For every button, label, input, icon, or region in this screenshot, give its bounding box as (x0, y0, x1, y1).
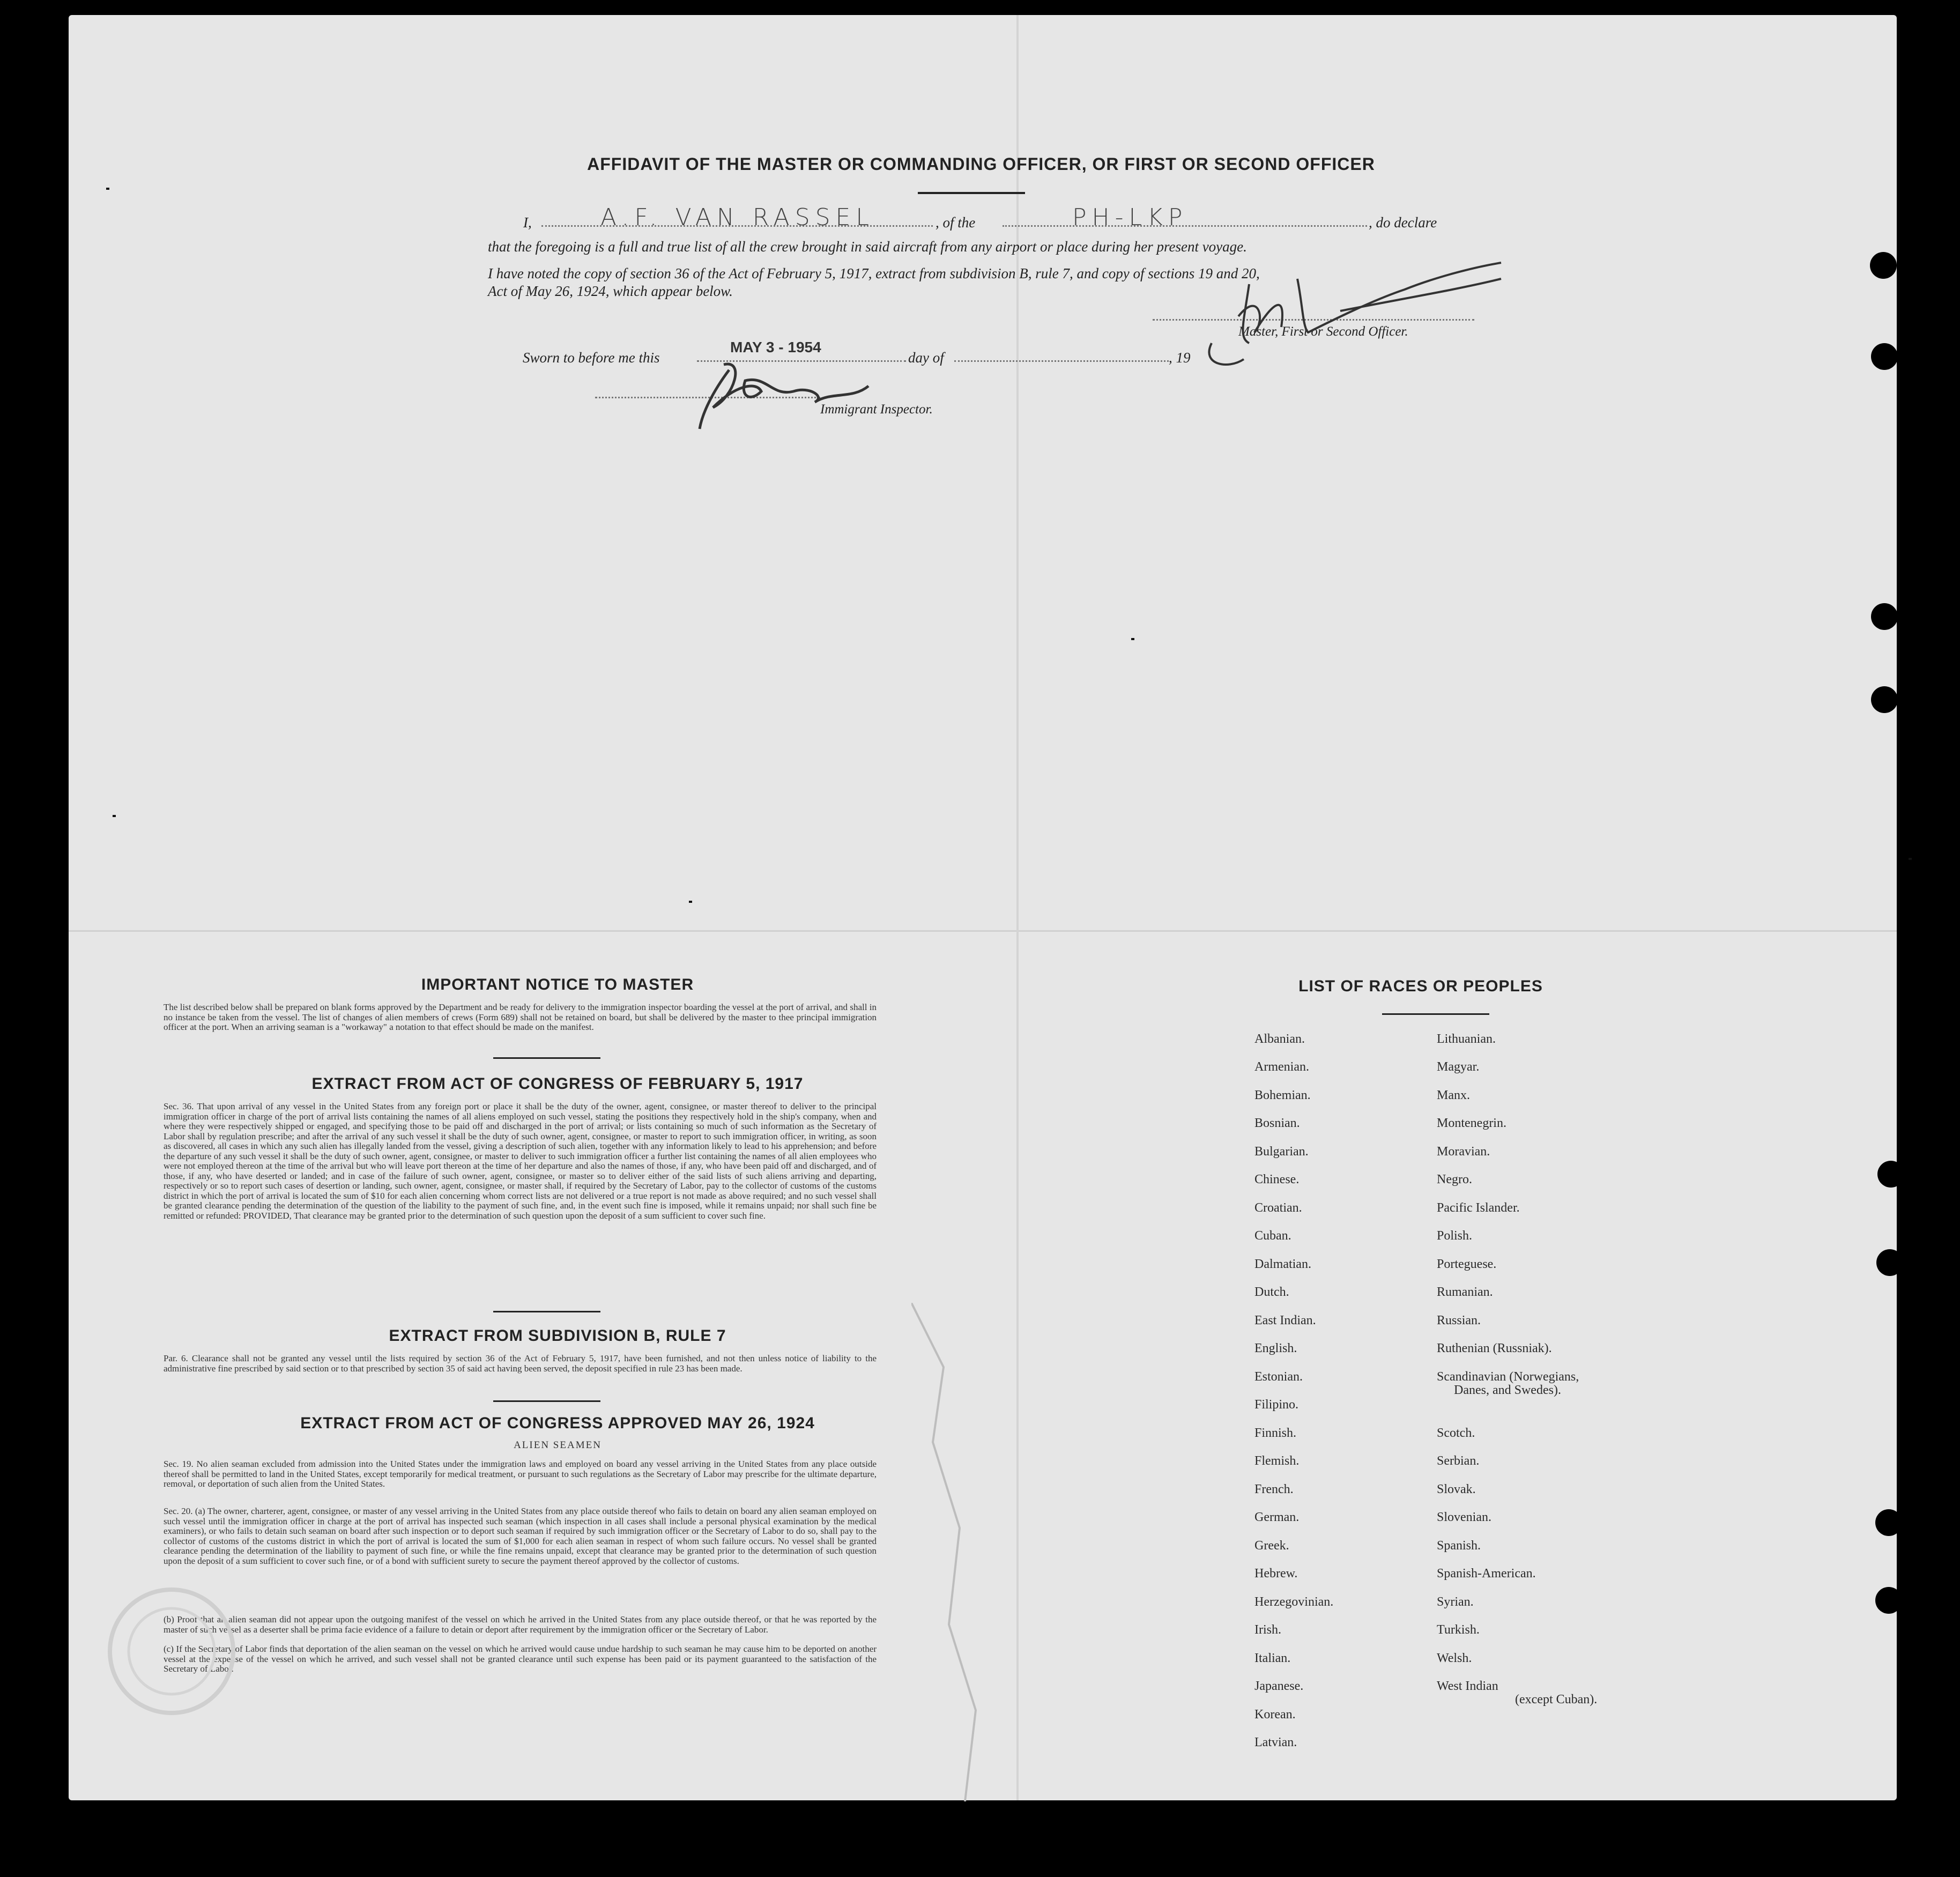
race-greek: Greek. (1254, 1539, 1289, 1553)
race-albanian: Albanian. (1254, 1032, 1305, 1046)
notice-text: The list described below shall be prepared on blank forms approved by the Department and be ready for delivery to the immigration inspector boarding the vessel at the port of arrival, and shall in no instance be taken from the vessel. The list of changes of alien members of crews (Form 689) shall not be retained on board, but shall be delivered by the master to thee principal immigration officer at the port. When an arriving seaman is a "workaway" a notation to that effect should be made on the manifest. (164, 1002, 877, 1032)
race-bulgarian: Bulgarian. (1254, 1145, 1309, 1159)
punch-hole (1877, 1161, 1904, 1188)
race-irish: Irish. (1254, 1623, 1281, 1637)
speck (106, 188, 109, 190)
punch-hole (1870, 252, 1897, 279)
date-stamp: MAY 3 - 1954 (730, 339, 821, 355)
master-name-handwritten: A.F. VAN RASSEL (600, 204, 874, 231)
race-manx: Manx. (1437, 1088, 1470, 1102)
notice-rule (493, 1057, 600, 1059)
race-serbian: Serbian. (1437, 1454, 1480, 1468)
race-rumanian: Rumanian. (1437, 1285, 1493, 1299)
races-title: LIST OF RACES OR PEOPLES (1298, 977, 1543, 995)
race-montenegrin: Montenegrin. (1437, 1116, 1506, 1130)
race-bosnian: Bosnian. (1254, 1116, 1300, 1130)
speck (1909, 858, 1912, 860)
race-lithuanian: Lithuanian. (1437, 1032, 1496, 1046)
month-line (954, 360, 1169, 362)
race-polish: Polish. (1437, 1229, 1473, 1243)
race-slovak: Slovak. (1437, 1482, 1476, 1496)
races-rule (1382, 1013, 1489, 1015)
punch-hole (1871, 686, 1898, 713)
race-negro: Negro. (1437, 1173, 1472, 1186)
affidavit-line-3: I have noted the copy of section 36 of the Act of February 5, 1917, extract from subdivision B, rule 7, and copy of sections 19 and 20, (488, 265, 1260, 281)
embossed-seal (102, 1582, 241, 1721)
sec20a-text: Sec. 20. (a) The owner, charterer, agent, consignee, or master of any vessel arriving in the United States from any place outside thereof who fails to detain on board any alien seaman employed on such vessel until the immigration officer in charge at the port of arrival has inspected such seaman (which inspection in all cases shall include a personal physical examination by the medical examiners), or who fails to detain such seaman on board after such inspection or to deport such seaman if required by such immigration officer or the Secretary of Labor to do so, shall pay to the collector of customs of the customs district in which the port of arrival is located the sum of $1,000 for each alien seaman in respect of whom such failure occurs. No vessel shall be granted clearance pending the determination of the liability to payment of such fine, or while the fine remains unpaid, except that clearance may be granted prior to the determination of such question upon the deposit of a sum sufficient to cover such fine, or of a bond with sufficient surety to secure the payment thereof approved by the collector of customs. (164, 1506, 877, 1566)
affidavit-title: AFFIDAVIT OF THE MASTER OR COMMANDING OFFICER, OR FIRST OR SECOND OFFICER (587, 154, 1375, 174)
sworn-label: Sworn to before me this (523, 350, 660, 366)
race-chinese: Chinese. (1254, 1173, 1300, 1186)
title-rule (918, 192, 1025, 194)
extract-1917-title: EXTRACT FROM ACT OF CONGRESS OF FEBRUARY 5, 1917 (311, 1075, 804, 1093)
race-west-indian-cont: (except Cuban). (1515, 1693, 1598, 1707)
race-scotch: Scotch. (1437, 1426, 1475, 1440)
sec20c-text: (c) If the Secretary of Labor finds that deportation of the alien seaman on the vessel on which he arrived would cause undue hardship to such seaman he may cause him to be deported on another vessel at the expense of the vessel on which he arrived, and such vessel shall not be granted clearance until such expense has been paid or its payment guaranteed to the satisfaction of the Secretary of Labor. (164, 1644, 877, 1674)
sec20b-text: (b) Proof that an alien seaman did not appear upon the outgoing manifest of the vessel on which he arrived in the United States from any place outside thereof, or that he was reported by the master of such vessel as a deserter shall be prima facie evidence of a failure to detain or deport after requirement by the immigration officer or the Secretary of Labor. (164, 1614, 877, 1635)
year-label: , 19 (1169, 350, 1191, 366)
aircraft-handwritten: PH-LKP (1072, 204, 1188, 231)
punch-hole (1875, 1509, 1902, 1536)
punch-hole (1876, 1249, 1903, 1276)
race-spanish-american: Spanish-American. (1437, 1567, 1536, 1581)
race-latvian: Latvian. (1254, 1735, 1297, 1749)
speck (689, 901, 692, 903)
race-welsh: Welsh. (1437, 1651, 1472, 1665)
race-estonian: Estonian. (1254, 1370, 1303, 1384)
race-finnish: Finnish. (1254, 1426, 1297, 1440)
notice-title: IMPORTANT NOTICE TO MASTER (421, 976, 694, 993)
race-french: French. (1254, 1482, 1294, 1496)
speck (1131, 638, 1134, 640)
subdivision-text: Par. 6. Clearance shall not be granted any vessel until the lists required by section 36 of the Act of February 5, 1917, have been furnished, and not then unless notice of liability to the administrative fine prescribed by said section or to that prescribed by section 35 of said act having been served, the deposit specified in rule 23 has been made. (164, 1353, 877, 1374)
race-magyar: Magyar. (1437, 1060, 1480, 1074)
race-russian: Russian. (1437, 1314, 1481, 1327)
race-ruthenian: Ruthenian (Russniak). (1437, 1341, 1552, 1355)
i-label: I, (523, 214, 532, 231)
race-german: German. (1254, 1510, 1300, 1524)
extract-1924-title: EXTRACT FROM ACT OF CONGRESS APPROVED MAY 26, 1924 (300, 1414, 815, 1432)
officer-label: Master, First or Second Officer. (1238, 324, 1408, 339)
subdivision-title: EXTRACT FROM SUBDIVISION B, RULE 7 (389, 1327, 726, 1345)
race-spanish: Spanish. (1437, 1539, 1481, 1553)
affidavit-line-2: that the foregoing is a full and true list of all the crew brought in said aircraft from any airport or place during her present voyage. (488, 239, 1247, 255)
of-the-label: , of the (936, 214, 976, 231)
race-armenian: Armenian. (1254, 1060, 1309, 1074)
race-syrian: Syrian. (1437, 1595, 1474, 1609)
inspector-signature (692, 348, 895, 440)
race-porteguese: Porteguese. (1437, 1257, 1497, 1271)
race-flemish: Flemish. (1254, 1454, 1300, 1468)
declare-label: , do declare (1369, 214, 1437, 231)
punch-hole (1871, 603, 1898, 630)
race-turkish: Turkish. (1437, 1623, 1480, 1637)
race-italian: Italian. (1254, 1651, 1291, 1665)
race-dutch: Dutch. (1254, 1285, 1289, 1299)
race-scandinavian-cont: Danes, and Swedes). (1454, 1383, 1561, 1397)
race-moravian: Moravian. (1437, 1145, 1490, 1159)
race-korean: Korean. (1254, 1708, 1296, 1722)
race-bohemian: Bohemian. (1254, 1088, 1311, 1102)
race-scandinavian: Scandinavian (Norwegians, (1437, 1370, 1579, 1384)
sec19-text: Sec. 19. No alien seaman excluded from admission into the United States under the immigration laws and employed on board any vessel arriving in the United States from any place outside thereof shall be permitted to land in the United States, except temporarily for medical treatment, or pursuant to such regulations as the Secretary of Labor may prescribe for the ultimate departure, removal, or deportation of such alien from the United States. (164, 1459, 877, 1489)
speck (113, 815, 116, 817)
race-hebrew: Hebrew. (1254, 1567, 1298, 1581)
paper-fold-line (69, 930, 1897, 932)
race-japanese: Japanese. (1254, 1679, 1304, 1693)
extract-1917-rule (493, 1311, 600, 1312)
extract-1917-text: Sec. 36. That upon arrival of any vessel in the United States from any foreign port or place it shall be the duty of the owner, agent, consignee, or master thereof to deliver to the principal immigration officer in charge of the port of arrival lists containing the names of all aliens employed on such vessel, stating the positions they respectively hold in the ship's company, when and where they were respectively shipped or engaged, and specifying those to be paid off and discharged in the port of arrival; or lists containing so much of such information as the Secretary of Labor shall by regulation prescribe; and after the arrival of any such vessel it shall be the duty of such owner, agent, consignee, or master to report to such immigration officer, in writing, as soon as discovered, all cases in which any such alien has illegally landed from the vessel, giving a description of such alien, together with any information likely to lead to his apprehension; and before the departure of any such vessel it shall be the duty of such owner, agent, consignee, or master to deliver to such immigration officer a further list containing the names of all alien employees who were not employed thereon at the time of the arrival but who will leave port thereon at the time of her departure and also the names of those, if any, who have been paid off and discharged, and of those, if any, who have deserted or landed; and in case of the failure of such owner, agent, consignee, or master so to deliver either of the said lists of such aliens arriving and departing, respectively or so to report such cases of desertion or landing, such owner, agent, consignee, or master shall, if required by the Secretary of Labor, pay to the collector of customs of the customs district in which the port of arrival is located the sum of $10 for each alien concerning whom correct lists are not delivered or a true report is not made as above required; and no such vessel shall be granted clearance pending the determination of the question of the liability to the payment of such fine, and, in the event such fine is imposed, while it remains unpaid; nor shall such fine be remitted or refunded: PROVIDED, That clearance may be granted prior to the determination of such question upon the deposit of a sum sufficient to cover such fine. (164, 1101, 877, 1221)
day-of-label: day of (908, 350, 944, 366)
race-croatian: Croatian. (1254, 1201, 1302, 1215)
inspector-label: Immigrant Inspector. (820, 402, 933, 417)
race-english: English. (1254, 1341, 1297, 1355)
race-filipino: Filipino. (1254, 1398, 1299, 1412)
race-cuban: Cuban. (1254, 1229, 1291, 1243)
punch-hole (1871, 343, 1898, 370)
race-east-indian: East Indian. (1254, 1314, 1316, 1327)
torn-paper-edge (911, 1303, 1019, 1801)
alien-seamen-subtitle: ALIEN SEAMEN (514, 1440, 602, 1451)
officer-signature (1179, 257, 1528, 381)
race-herzegovinian: Herzegovinian. (1254, 1595, 1334, 1609)
race-slovenian: Slovenian. (1437, 1510, 1491, 1524)
race-dalmatian: Dalmatian. (1254, 1257, 1311, 1271)
punch-hole (1875, 1587, 1902, 1614)
race-pacific-islander: Pacific Islander. (1437, 1201, 1520, 1215)
race-west-indian: West Indian (1437, 1679, 1498, 1693)
subdivision-rule (493, 1400, 600, 1402)
affidavit-line-4: Act of May 26, 1924, which appear below. (488, 283, 733, 299)
